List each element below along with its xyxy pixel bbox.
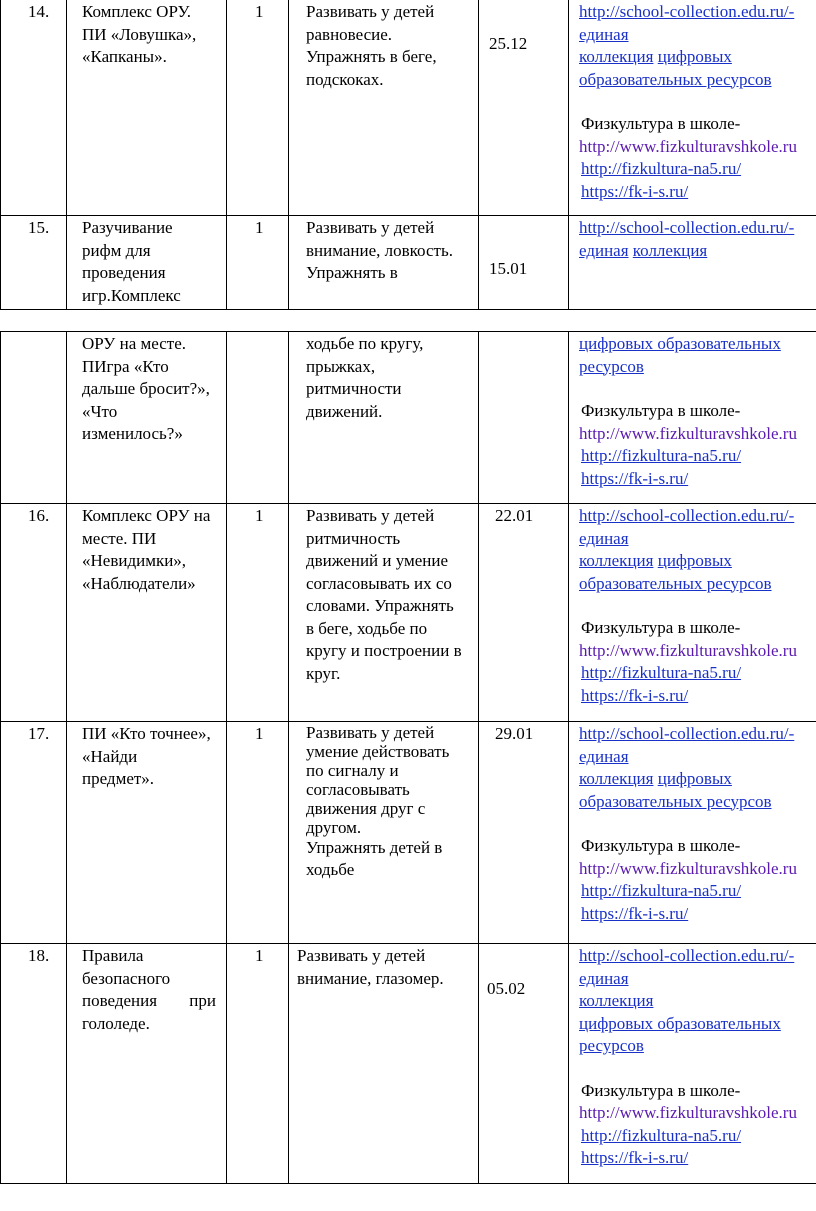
topic-cell: Разучивание рифм для проведения игр.Комплекс [67,216,227,310]
fk-label: Физкультура в школе- [581,114,741,133]
topic-cell: Правила безопасного поведения при гололеде. [67,944,227,1184]
school-collection-link[interactable]: http://school-collection.edu.ru/- [579,946,795,965]
fizkultura-link[interactable]: http://www.fizkulturavshkole.ru [579,423,797,443]
date-cell: 05.02 [479,944,569,1184]
resources-cell [569,722,816,944]
table-row [1,216,816,310]
topic-cell: ОРУ на месте. ПИгра «Кто дальше бросит?», «Что изменилось?» [67,332,227,504]
hours-cell: 1 [227,504,289,722]
school-collection-link[interactable]: цифровых [657,551,732,570]
fizkultura-na5-link[interactable]: http://fizkultura-na5.ru/ [581,159,742,178]
school-collection-link[interactable]: цифровых [657,47,732,66]
fizkultura-na5-link[interactable]: http://fizkultura-na5.ru/ [581,446,742,465]
goal-cell: Развивать у детей ритмичность движений и умение согласовывать их со словами. Упражнять в беге, ходьбе по кругу и построении в круг. [289,504,479,722]
schedule-table-part2 [0,331,816,1184]
school-collection-link[interactable]: цифровых [657,769,732,788]
table-row [1,722,816,944]
resources-cell [569,332,816,504]
date-cell: 29.01 [479,722,569,944]
school-collection-link[interactable]: http://school-collection.edu.ru/- [579,2,795,21]
resources-cell [569,504,816,722]
school-collection-link[interactable]: ресурсов [579,356,644,376]
table-row [1,504,816,722]
fizkultura-link[interactable]: http://www.fizkulturavshkole.ru [579,1103,797,1122]
school-collection-link[interactable]: единая [579,968,629,988]
fk-label: Физкультура в школе- [581,618,741,637]
goal-cell: Развивать у детей равновесие. Упражнять в беге, подскоках. [289,0,479,216]
hours-cell: 1 [227,0,289,216]
schedule-table-part1 [0,0,816,310]
school-collection-link[interactable]: ресурсов [579,1036,644,1055]
date-cell: 25.12 [479,0,569,216]
date-cell [479,332,569,504]
fk-label: Физкультура в школе- [581,1080,741,1100]
school-collection-link[interactable]: образовательных ресурсов [579,573,772,593]
school-collection-link[interactable]: единая [579,528,629,548]
fk-i-s-link[interactable]: https://fk-i-s.ru/ [581,903,689,923]
school-collection-link[interactable]: коллекция [579,769,654,788]
school-collection-link[interactable]: коллекция [579,551,654,570]
table-row [1,0,816,216]
topic-cell: ПИ «Кто точнее», «Найди предмет». [67,722,227,944]
topic-cell: Комплекс ОРУ. ПИ «Ловушка», «Капканы». [67,0,227,216]
school-collection-link[interactable]: единая [579,24,629,44]
fk-i-s-link[interactable]: https://fk-i-s.ru/ [581,181,689,201]
resources-cell [569,0,816,216]
row-number: 17. [1,722,67,944]
row-number: 14. [1,0,67,216]
row-number [1,332,67,504]
fizkultura-link[interactable]: http://www.fizkulturavshkole.ru [579,640,797,660]
goal-cell: Развивать у детей внимание, глазомер. [289,944,479,1184]
resources-cell [569,216,816,310]
fizkultura-na5-link[interactable]: http://fizkultura-na5.ru/ [581,1125,742,1145]
fk-i-s-link[interactable]: https://fk-i-s.ru/ [581,1148,689,1167]
fizkultura-link[interactable]: http://www.fizkulturavshkole.ru [579,136,797,156]
hours-cell: 1 [227,216,289,310]
school-collection-link[interactable]: цифровых образовательных [579,1013,781,1033]
school-collection-link[interactable]: http://school-collection.edu.ru/- [579,724,795,743]
goal-cell: Развивать у детей внимание, ловкость. Упражнять в [289,216,479,310]
fk-i-s-link[interactable]: https://fk-i-s.ru/ [581,685,689,705]
school-collection-link[interactable]: коллекция [579,47,654,66]
school-collection-link[interactable]: образовательных ресурсов [579,69,772,89]
fk-label: Физкультура в школе- [581,836,741,855]
goal-cell: ходьбе по кругу, прыжках, ритмичности движений. [289,332,479,504]
fk-i-s-link[interactable]: https://fk-i-s.ru/ [581,468,689,488]
table-row [1,944,816,1184]
date-cell: 22.01 [479,504,569,722]
school-collection-link[interactable]: образовательных ресурсов [579,791,772,811]
table-row [1,332,816,504]
fizkultura-link[interactable]: http://www.fizkulturavshkole.ru [579,858,797,878]
date-cell: 15.01 [479,216,569,310]
hours-cell: 1 [227,944,289,1184]
school-collection-link[interactable]: единая [579,240,629,260]
row-number: 18. [1,944,67,1184]
school-collection-link[interactable]: http://school-collection.edu.ru/- [579,218,795,237]
fizkultura-na5-link[interactable]: http://fizkultura-na5.ru/ [581,881,742,900]
school-collection-link[interactable]: http://school-collection.edu.ru/- [579,506,795,525]
hours-cell [227,332,289,504]
topic-cell: Комплекс ОРУ на месте. ПИ «Невидимки», «Наблюдатели» [67,504,227,722]
resources-cell [569,944,816,1184]
fk-label: Физкультура в школе- [581,401,741,420]
school-collection-link[interactable]: единая [579,746,629,766]
school-collection-link[interactable]: коллекция [579,991,654,1010]
hours-cell: 1 [227,722,289,944]
row-number: 16. [1,504,67,722]
school-collection-link[interactable]: цифровых образовательных [579,334,781,353]
goal-cell: Развивать у детей умение действовать по сигналу и согласовывать движения друг с другом. Упражнять детей в ходьбе [289,722,479,944]
fizkultura-na5-link[interactable]: http://fizkultura-na5.ru/ [581,663,742,682]
school-collection-link[interactable]: коллекция [632,240,708,260]
row-number: 15. [1,216,67,310]
